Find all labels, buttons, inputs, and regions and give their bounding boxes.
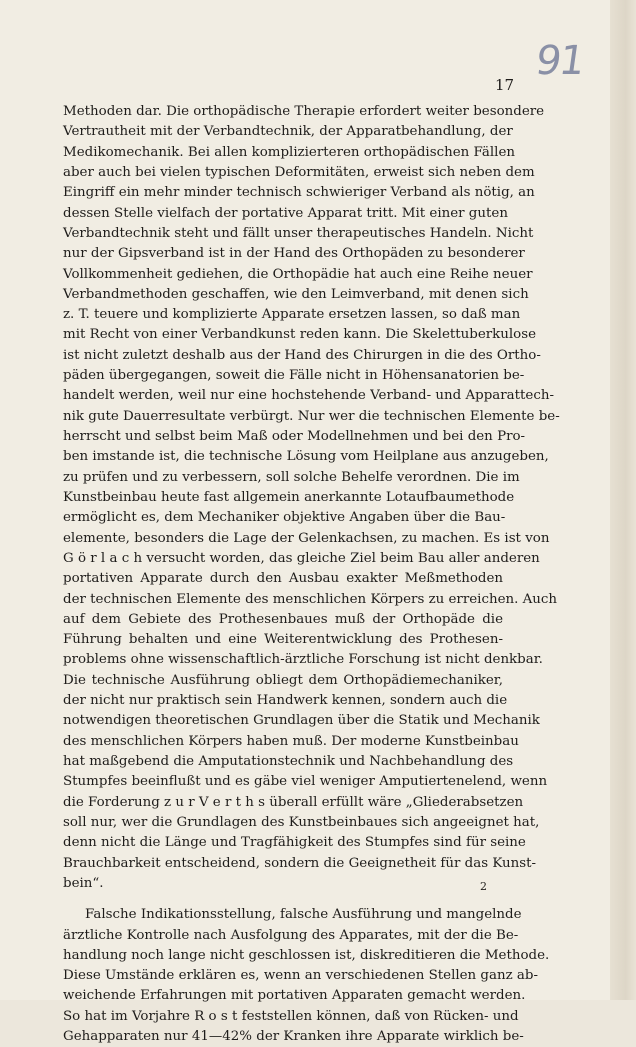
text-line: Gehapparaten nur 41—42% der Kranken ihre Apparate wirklich be- (63, 1029, 524, 1045)
text-line: Verbandtechnik steht und fällt unser therapeutisches Handeln. Nicht (63, 225, 534, 241)
text-line: denn nicht die Länge und Tragfähigkeit des Stumpfes sind für seine (63, 835, 526, 851)
paragraph-2 (63, 905, 550, 1047)
text-line: So hat im Vorjahre R o s t feststellen können, daß von Rücken- und (63, 1008, 519, 1024)
text-line: ben imstande ist, die technische Lösung vom Heilplane aus anzugeben, (63, 449, 549, 465)
text-line: der nicht nur praktisch sein Handwerk kennen, sondern auch die (63, 693, 508, 709)
text-line: aber auch bei vielen typischen Deformitäten, erweist sich neben dem (63, 164, 535, 180)
body-text (63, 102, 560, 1047)
text-line: mit Recht von einer Verbandkunst reden kann. Die Skelettuberkulose (63, 327, 537, 343)
text-line: Kunstbeinbau heute fast allgemein anerkannte Lotaufbaumethode (63, 489, 515, 505)
text-line: ärztliche Kontrolle nach Ausfolgung des Apparates, mit der die Be- (63, 927, 519, 943)
text-line: z. T. teuere und komplizierte Apparate ersetzen lassen, so daß man (63, 307, 521, 323)
text-line: hat maßgebend die Amputationstechnik und Nachbehandlung des (63, 754, 514, 769)
signature-mark: 2 (480, 880, 487, 893)
page-number: 17 (495, 76, 515, 94)
text-line: ist nicht zuletzt deshalb aus der Hand des Chirurgen in die des Ortho- (63, 347, 541, 363)
text-line: Methoden dar. Die orthopädische Therapie erfordert weiter besondere (63, 104, 545, 119)
text-line: Falsche Indikationsstellung, falsche Ausführung und mangelnde (85, 907, 522, 923)
text-line: Verbandmethoden geschaffen, wie den Leimverband, mit denen sich (63, 286, 529, 302)
text-line: auf dem Gebiete des Prothesenbaues muß der Orthopäde die (63, 611, 503, 627)
text-line: Vertrautheit mit der Verbandtechnik, der Apparatbehandlung, der (63, 124, 513, 140)
text-line: Medikomechanik. Bei allen komplizierteren orthopädischen Fällen (63, 144, 515, 160)
text-line: nik gute Dauerresultate verbürgt. Nur wer die technischen Elemente be- (63, 408, 560, 424)
text-line: des menschlichen Körpers haben muß. Der moderne Kunstbeinbau (63, 733, 519, 749)
text-line: handelt werden, weil nur eine hochstehende Verband- und Apparattech- (63, 388, 555, 404)
text-line: notwendigen theoretischen Grundlagen über die Statik und Mechanik (63, 713, 540, 729)
text-line: herrscht und selbst beim Maß oder Modellnehmen und bei den Pro- (63, 429, 526, 444)
text-line: Stumpfes beeinflußt und es gäbe viel weniger Amputiertenelend, wenn (63, 774, 548, 790)
text-line: zu prüfen und zu verbessern, soll solche Behelfe verordnen. Die im (63, 469, 520, 485)
text-line: bein“. (63, 875, 104, 891)
text-line: dessen Stelle vielfach der portative Apparat tritt. Mit einer guten (63, 205, 508, 221)
text-line: handlung noch lange nicht geschlossen ist, diskreditieren die Methode. (63, 947, 550, 963)
text-line: problems ohne wissenschaftlich-ärztliche Forschung ist nicht denkbar. (63, 652, 543, 668)
text-line: Die technische Ausführung obliegt dem Orthopädiemechaniker, (63, 672, 503, 688)
paragraph-1 (63, 102, 560, 894)
text-line: Führung behalten und eine Weiterentwicklung des Prothesen- (63, 632, 503, 648)
text-line: soll nur, wer die Grundlagen des Kunstbeinbaues sich angeeignet hat, (63, 814, 540, 830)
page-edge (610, 0, 636, 1000)
handwritten-page-note: 91 (532, 38, 587, 84)
text-line: elemente, besonders die Lage der Gelenkachsen, zu machen. Es ist von (63, 530, 550, 546)
text-line: weichende Erfahrungen mit portativen Apparaten gemacht werden. (63, 988, 526, 1004)
text-line: Eingriff ein mehr minder technisch schwieriger Verband als nötig, an (63, 185, 535, 201)
text-line: ermöglicht es, dem Mechaniker objektive Angaben über die Bau- (63, 510, 506, 526)
text-line: Vollkommenheit gediehen, die Orthopädie hat auch eine Reihe neuer (63, 266, 533, 282)
text-line: Diese Umstände erklären es, wenn an verschiedenen Stellen ganz ab- (63, 968, 539, 984)
text-line: Brauchbarkeit entscheidend, sondern die Geeignetheit für das Kunst- (63, 855, 537, 871)
text-line: päden übergegangen, soweit die Fälle nicht in Höhensanatorien be- (63, 368, 525, 384)
text-line: portativen Apparate durch den Ausbau exakter Meßmethoden (63, 571, 503, 587)
text-line: der technischen Elemente des menschlichen Körpers zu erreichen. Auch (63, 591, 558, 607)
text-line: die Forderung z u r V e r t h s überall erfüllt wäre „Gliederabsetzen (63, 794, 524, 810)
text-line: nur der Gipsverband ist in der Hand des Orthopäden zu besonderer (63, 246, 525, 262)
text-line: G ö r l a c h versucht worden, das gleiche Ziel beim Bau aller anderen (63, 550, 540, 566)
